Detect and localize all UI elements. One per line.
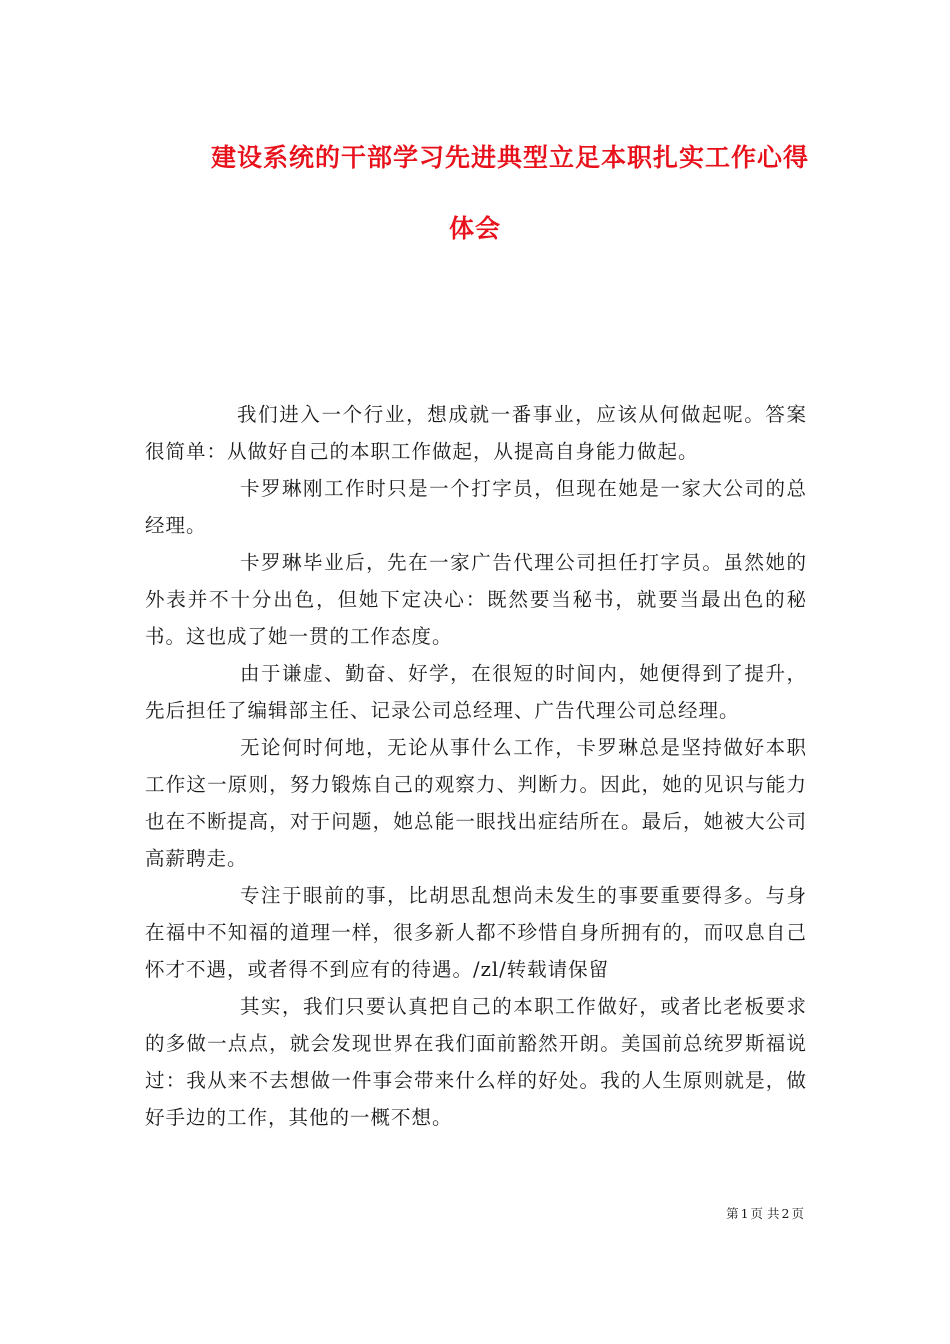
total-pages-number: 2 xyxy=(781,1206,790,1221)
footer-prefix: 第 xyxy=(726,1206,739,1221)
paragraph: 其实，我们只要认真把自己的本职工作做好，或者比老板要求的多做一点点，就会发现世界在我们面前豁然开朗。美国前总统罗斯福说过：我从来不去想做一件事会带来什么样的好处。我的人生原则就是，做好手边的工作，其他的一概不想。 xyxy=(145,995,807,1129)
page-number-footer xyxy=(725,1204,805,1222)
footer-suffix: 页 xyxy=(791,1206,804,1221)
paragraph: 无论何时何地，无论从事什么工作，卡罗琳总是坚持做好本职工作这一原则，努力锻炼自己的观察力、判断力。因此，她的见识与能力也在不断提高，对于问题，她总能一眼找出症结所在。最后，她被大公司高薪聘走。 xyxy=(145,736,807,870)
paragraph: 专注于眼前的事，比胡思乱想尚未发生的事要重要得多。与身在福中不知福的道理一样，很多新人都不珍惜自身所拥有的，而叹息自己怀才不遇，或者得不到应有的待遇。/zl/转载请保留 xyxy=(145,884,807,981)
paragraph: 卡罗琳刚工作时只是一个打字员，但现在她是一家大公司的总经理。 xyxy=(145,477,807,537)
paragraph: 卡罗琳毕业后，先在一家广告代理公司担任打字员。虽然她的外表并不十分出色，但她下定决心：既然要当秘书，就要当最出色的秘书。这也成了她一贯的工作态度。 xyxy=(145,551,807,648)
document-title-line2: 体会 xyxy=(448,214,501,243)
document-title-line1: 建设系统的干部学习先进典型立足本职扎实工作心得 xyxy=(210,143,809,172)
document-body xyxy=(145,396,807,1136)
current-page-number: 1 xyxy=(740,1206,749,1221)
paragraph: 我们进入一个行业，想成就一番事业，应该从何做起呢。答案很简单：从做好自己的本职工作做起，从提高自身能力做起。 xyxy=(145,403,807,463)
footer-middle: 页 共 xyxy=(750,1206,780,1221)
paragraph: 由于谦虚、勤奋、好学，在很短的时间内，她便得到了提升，先后担任了编辑部主任、记录公司总经理、广告代理公司总经理。 xyxy=(145,662,807,722)
